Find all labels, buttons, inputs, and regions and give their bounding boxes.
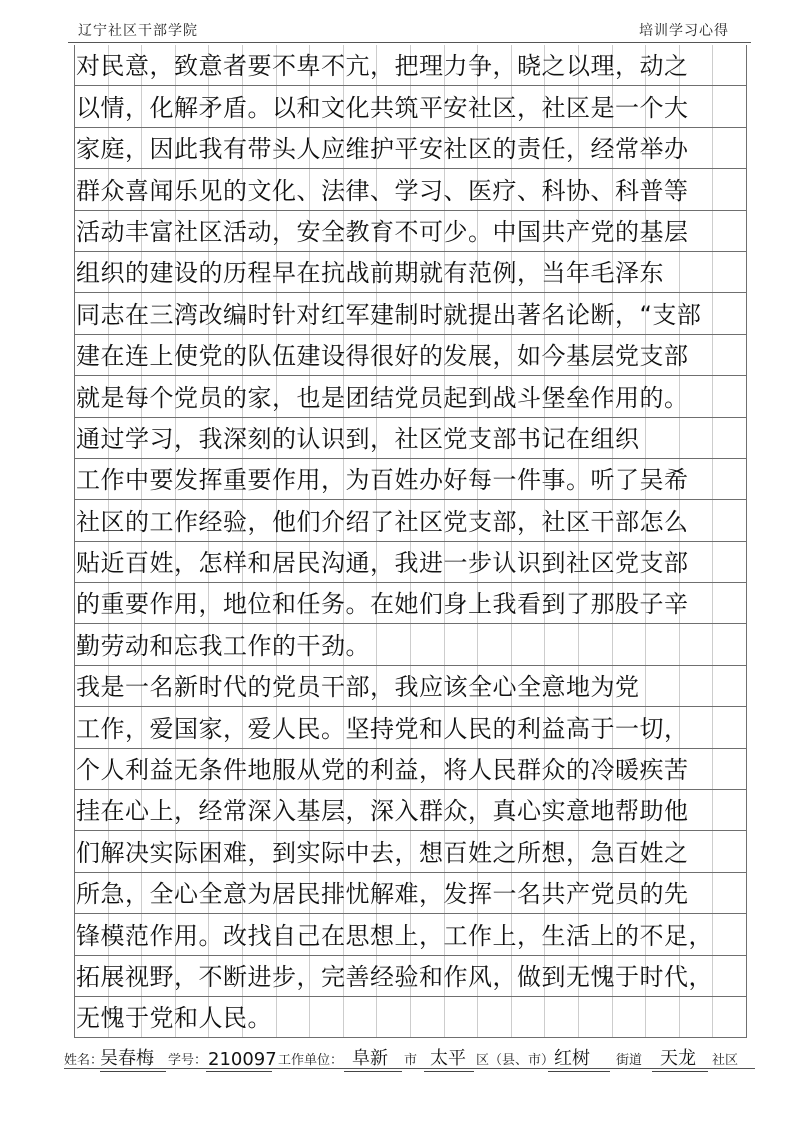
text-line-content: 的重要作用，地位和任务。在她们身上我看到了那股子辛 (76, 591, 689, 618)
text-line (74, 376, 746, 417)
id-label: 学号： (168, 1053, 208, 1068)
text-line (74, 997, 746, 1038)
text-line (74, 790, 746, 831)
street-label: 街道 (616, 1053, 643, 1068)
community-value: 天龙 (660, 1048, 696, 1069)
text-line-content: 个人利益无条件地服从党的利益，将人民群众的冷暖疾苦 (76, 757, 689, 784)
text-line-content: 建在连上使党的队伍建设得很好的发展，如今基层党支部 (76, 343, 689, 370)
text-line-content: 对民意，致意者要不卑不亢，把理力争，晓之以理，动之 (76, 53, 689, 80)
text-line-content: 通过学习，我深刻的认识到，社区党支部书记在组织 (76, 425, 640, 452)
text-line (74, 707, 746, 748)
community-underline (652, 1071, 708, 1072)
footer-signature (64, 1046, 754, 1076)
text-line (74, 583, 746, 624)
id-underline (206, 1071, 272, 1072)
header-doc-title: 培训学习心得 (639, 23, 729, 39)
street-value: 红树 (554, 1048, 590, 1069)
text-line (74, 128, 746, 169)
text-line (74, 500, 746, 541)
text-line (74, 542, 746, 583)
text-line (74, 169, 746, 210)
text-line (74, 335, 746, 376)
text-line (74, 293, 746, 334)
grid-column-line (746, 45, 747, 1038)
text-line-content: 群众喜闻乐见的文化、法律、学习、医疗、科协、科普等 (76, 177, 689, 204)
name-value: 吴春梅 (100, 1048, 154, 1069)
text-line (74, 45, 746, 86)
text-line-content: 无愧于党和人民。 (76, 1005, 272, 1032)
text-line (74, 86, 746, 127)
name-label: 姓名： (64, 1053, 104, 1068)
header-rule (68, 42, 751, 43)
text-line-content: 以情，化解矛盾。以和文化共筑平安社区，社区是一个大 (76, 94, 689, 121)
text-line-content: 挂在心上，经常深入基层，深入群众，真心实意地帮助他 (76, 798, 689, 825)
text-line-content: 拓展视野，不断进步，完善经验和作风，做到无愧于时代， (76, 963, 713, 990)
text-line-content: 组织的建设的历程早在抗战前期就有范例，当年毛泽东 (76, 260, 664, 287)
text-line (74, 666, 746, 707)
text-line-content: 家庭，因此我有带头人应维护平安社区的责任，经常举办 (76, 136, 689, 163)
text-line (74, 624, 746, 665)
text-line (74, 831, 746, 872)
footer-rule (64, 1068, 755, 1069)
text-line-content: 所急，全心全意为居民排忧解难，发挥一名共产党员的先 (76, 881, 689, 908)
text-line (74, 459, 746, 500)
name-underline (100, 1071, 166, 1072)
unit-label: 工作单位： (278, 1053, 344, 1068)
text-line-content: 就是每个党员的家，也是团结党员起到战斗堡垒作用的。 (76, 384, 689, 411)
text-line-content: 勤劳动和忘我工作的干劲。 (76, 632, 370, 659)
text-line-content: 我是一名新时代的党员干部，我应该全心全意地为党 (76, 674, 640, 701)
text-line (74, 211, 746, 252)
text-line-content: 工作中要发挥重要作用，为百姓办好每一件事。听了吴希 (76, 467, 689, 494)
city-underline (344, 1071, 402, 1072)
text-line-content: 贴近百姓，怎样和居民沟通，我进一步认识到社区党支部 (76, 550, 689, 577)
text-line (74, 418, 746, 459)
text-line-content: 同志在三湾改编时针对红军建制时就提出著名论断，“支部 (76, 301, 702, 328)
district-underline (424, 1071, 474, 1072)
text-line-content: 锋模范作用。改找自己在思想上，工作上，生活上的不足， (76, 922, 713, 949)
id-value: 210097 (208, 1049, 277, 1070)
text-line (74, 749, 746, 790)
text-line (74, 252, 746, 293)
district-label: 区（县、市） (476, 1053, 555, 1068)
text-line (74, 956, 746, 997)
text-line-content: 工作，爱国家，爱人民。坚持党和人民的利益高于一切， (76, 715, 689, 742)
city-label: 市 (404, 1053, 418, 1068)
header-institution: 辽宁社区干部学院 (78, 23, 198, 39)
text-line (74, 873, 746, 914)
district-value: 太平 (430, 1048, 466, 1069)
handwritten-body (74, 45, 746, 1038)
text-line-content: 活动丰富社区活动，安全教育不可少。中国共产党的基层 (76, 218, 689, 245)
text-line-content: 们解决实际困难，到实际中去，想百姓之所想，急百姓之 (76, 839, 689, 866)
city-value: 阜新 (352, 1048, 388, 1069)
street-underline (548, 1071, 610, 1072)
community-label: 社区 (712, 1053, 739, 1068)
text-line (74, 914, 746, 955)
text-line-content: 社区的工作经验，他们介绍了社区党支部，社区干部怎么 (76, 508, 689, 535)
